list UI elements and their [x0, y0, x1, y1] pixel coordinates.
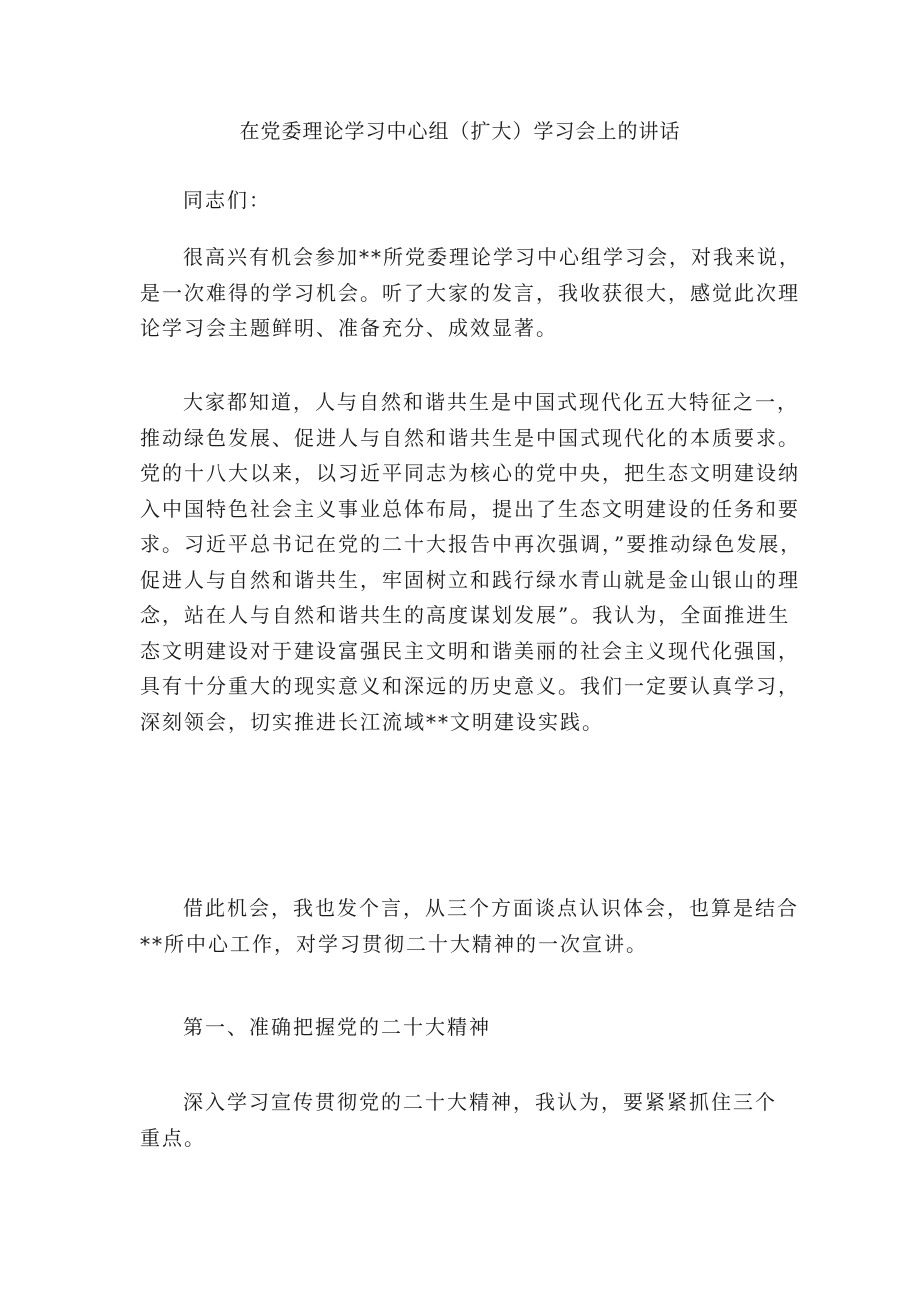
- document-title: 在党委理论学习中心组（扩大）学习会上的讲话: [239, 119, 681, 143]
- paragraph-line: 入中国特色社会主义事业总体布局，提出了生态文明建设的任务和要: [140, 496, 800, 521]
- paragraph-line: 具有十分重大的现实意义和深远的历史意义。我们一定要认真学习，: [140, 674, 800, 698]
- salutation: [140, 183, 790, 219]
- paragraph-line: 是一次难得的学习机会。听了大家的发言，我收获很大，感觉此次理: [140, 280, 800, 305]
- salutation-line: 同志们：: [183, 188, 271, 212]
- paragraph-line: 党的十八大以来，以习近平同志为核心的党中央，把生态文明建设纳: [140, 461, 800, 485]
- paragraph-4: [140, 1085, 790, 1156]
- paragraph-line: 态文明建设对于建设富强民主文明和谐美丽的社会主义现代化强国，: [140, 638, 800, 663]
- paragraph-line: 求。习近平总书记在党的二十大报告中再次强调，”要推动绿色发展，: [140, 532, 803, 556]
- paragraph-line: 念，站在人与自然和谐共生的高度谋划发展”。我认为，全面推进生: [140, 603, 791, 627]
- paragraph-1: [140, 240, 801, 347]
- paragraph-2: [140, 385, 803, 740]
- section-heading-line: 第一、准确把握党的二十大精神: [183, 1015, 491, 1039]
- paragraph-line: 重点。: [140, 1125, 206, 1150]
- paragraph-line: 深刻领会，切实推进长江流域**文明建设实践。: [140, 709, 604, 734]
- paragraph-line: 促进人与自然和谐共生，牢固树立和践行绿水青山就是金山银山的理: [140, 567, 800, 592]
- paragraph-line: 深入学习宣传贯彻党的二十大精神，我认为，要紧紧抓住三个: [183, 1090, 777, 1114]
- paragraph-line: 借此机会，我也发个言，从三个方面谈点认识体会，也算是结合: [183, 896, 799, 920]
- paragraph-line: 很高兴有机会参加**所党委理论学习中心组学习会，对我来说，: [183, 245, 801, 269]
- paragraph-line: 论学习会主题鲜明、准备充分、成效显著。: [140, 316, 558, 340]
- paragraph-line: 大家都知道，人与自然和谐共生是中国式现代化五大特征之一，: [183, 390, 799, 414]
- paragraph-line: **所中心工作，对学习贯彻二十大精神的一次宣讲。: [140, 931, 648, 956]
- paragraph-3: [140, 891, 799, 962]
- section-heading-1: [140, 1010, 790, 1046]
- paragraph-line: 推动绿色发展、促进人与自然和谐共生是中国式现代化的本质要求。: [140, 425, 800, 450]
